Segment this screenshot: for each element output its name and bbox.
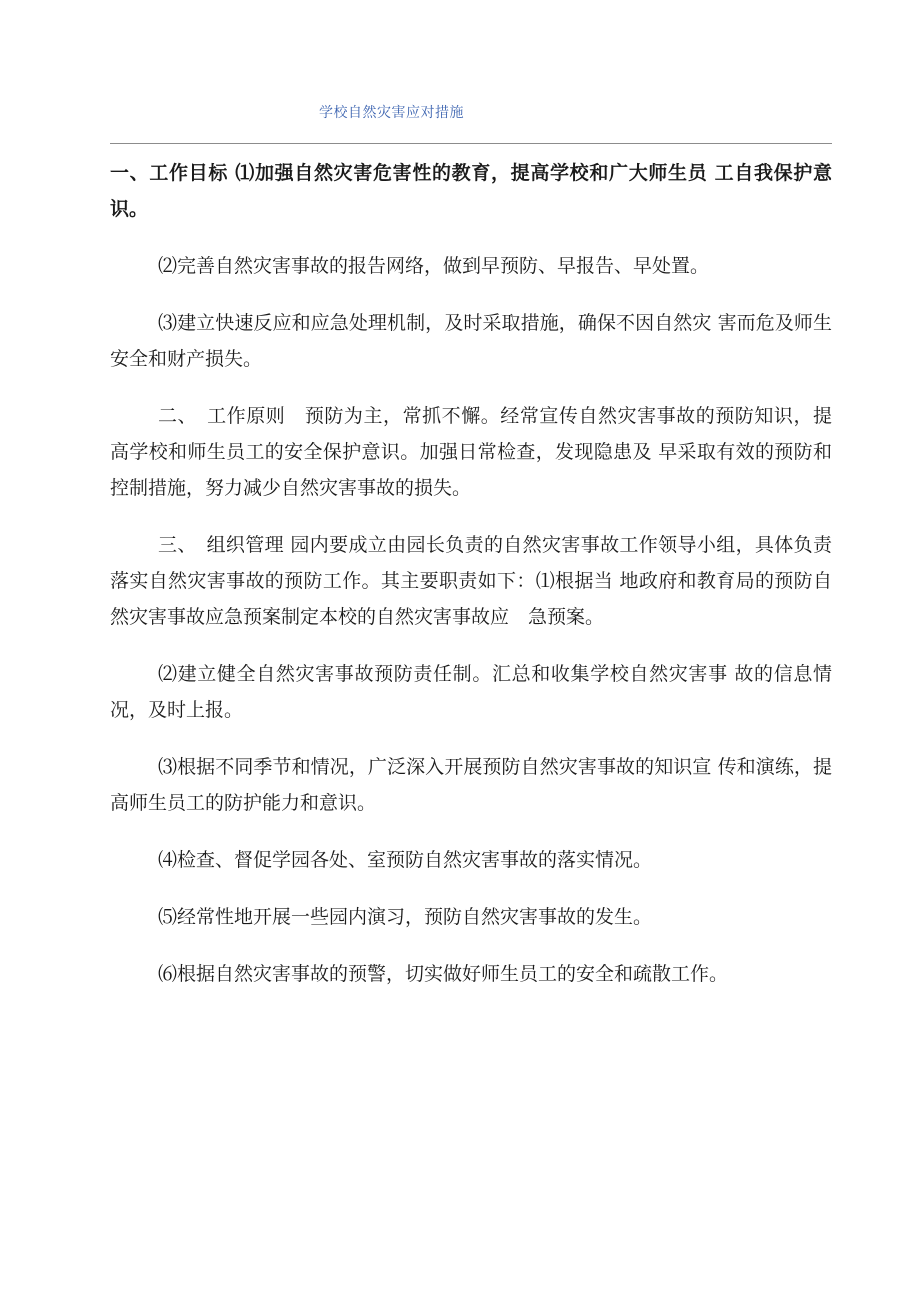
paragraph-duty-6: ⑹根据自然灾害事故的预警，切实做好师生员工的安全和疏散工作。 (158, 963, 729, 985)
paragraph-duty-3: ⑶根据不同季节和情况，广泛深入开展预防自然灾害事故的知识宣 传和演练，提高师生员工的防护能力和意识。 (110, 756, 832, 814)
paragraph-organization: 三、 组织管理 园内要成立由园长负责的自然灾害事故工作领导小组，具体负责落实自然灾害事故的预防工作。其主要职责如下：⑴根据当 地政府和教育局的预防自然灾害事故应急预案制定本校的自然灾害事故应 急预案。 (110, 534, 832, 628)
paragraph-duty-2: ⑵建立健全自然灾害事故预防责任制。汇总和收集学校自然灾害事 故的信息情况，及时上报。 (110, 663, 832, 721)
paragraph-duty-5: ⑸经常性地开展一些园内演习，预防自然灾害事故的发生。 (158, 906, 653, 928)
paragraph-duty-4: ⑷检查、督促学园各处、室预防自然灾害事故的落实情况。 (158, 849, 653, 871)
document-body (110, 155, 832, 1013)
paragraph-goals: 一、工作目标 ⑴加强自然灾害危害性的教育，提高学校和广大师生员 工自我保护意识。 (110, 162, 832, 220)
paragraph-principles: 二、 工作原则 预防为主，常抓不懈。经常宣传自然灾害事故的预防知识，提高学校和师生员工的安全保护意识。加强日常检查，发现隐患及 早采取有效的预防和控制措施，努力减少自然灾害事故的损失。 (110, 405, 832, 499)
header-title: 学校自然灾害应对措施 (319, 105, 464, 121)
header-divider (110, 143, 832, 144)
paragraph-goal-2: ⑵完善自然灾害事故的报告网络，做到早预防、早报告、早处置。 (158, 255, 710, 277)
paragraph-goal-3: ⑶建立快速反应和应急处理机制，及时采取措施，确保不因自然灾 害而危及师生安全和财产损失。 (110, 312, 832, 370)
